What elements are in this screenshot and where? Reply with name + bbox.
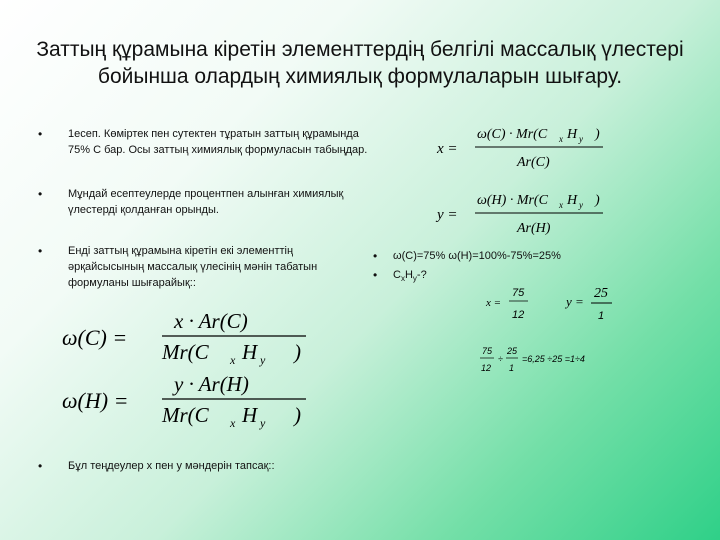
formula-x-expression [437, 116, 617, 176]
formula-x-value-lhs: x = [486, 297, 502, 309]
formula-x-lhs: x = [437, 141, 458, 157]
bullet-mass-fractions: • ω(С)=75% ω(Н)=100%-75%=25% [373, 248, 561, 264]
formula-y-value [566, 282, 626, 324]
formula-x-value-den: 12 [512, 309, 525, 321]
formula-y-denominator: Ar(H) [517, 221, 551, 236]
formula-wh-den-base: Mr(C [162, 403, 209, 427]
formula-x-num-close: ) [595, 127, 600, 142]
formula-y-value-num: 25 [594, 286, 608, 301]
formula-wc-den-sub-x: x [230, 353, 236, 367]
formula-wh-den-h: H [242, 403, 258, 427]
bullet-find-xy: • Бұл теңдеулер х пен у мәндерін тапсақ:: [38, 458, 368, 474]
formula-x-num-a: ω(C) · Mr(C [477, 127, 548, 142]
formula-x-denominator: Ar(C) [517, 155, 550, 170]
slide-title: Заттың құрамына кіретін элементтердің белгілі массалық үлестері бойынша олардың химиялық формулаларын шығару. [36, 38, 684, 88]
formula-y-num-h: H [567, 193, 578, 208]
formula-wc-lhs: ω(C) = [62, 325, 128, 350]
formula-wc-numerator: x · Ar(C) [174, 309, 248, 333]
formula-ratio-d2: 1 [509, 363, 515, 373]
formula-wc-den-base: Mr(C [162, 340, 209, 364]
formula-ratio-n2: 25 [507, 346, 518, 356]
formula-y-lhs: y = [437, 207, 458, 223]
formula-x-num-h: H [567, 127, 578, 142]
formula-wh-den-close: ) [294, 403, 301, 427]
formula-ratio-n1: 75 [482, 346, 493, 356]
bullet-problem-statement: • 1есеп. Көміртек пен сутектен тұратын заттың құрамында 75% С бар. Осы заттың химиялық формуласын табыңдар. [38, 126, 368, 158]
formula-y-num-sub-x: x [559, 200, 563, 210]
formula-y-value-den: 1 [598, 310, 605, 322]
formula-wh-den-sub-y: y [260, 416, 266, 430]
bullet-derive-formula: • Енді заттың құрамына кіретін екі элементтің әрқайсысының массалық үлесінің мәнін табатын формуланы шығарайық:: [38, 243, 368, 291]
formula-wc-den-close: ) [294, 340, 301, 364]
formula-x-num-sub-x: x [559, 134, 563, 144]
formula-ratio [480, 344, 630, 378]
bullet-unknown-formula: • $C_xH_y-$? [373, 267, 427, 287]
formula-y-value-lhs: y = [566, 294, 584, 309]
formula-x-value [486, 282, 546, 324]
formula-x-value-num: 75 [512, 287, 525, 299]
formula-wh-lhs: ω(H) = [62, 388, 129, 413]
bullet-percent-note: • Мұндай есептеулерде процентпен алынған химиялық үлестерді қолданған орынды. [38, 186, 368, 218]
formula-ratio-result: =6,25 ÷25 =1÷4 [522, 354, 585, 364]
formula-wh-den-sub-x: x [230, 416, 236, 430]
formula-mass-fraction-c [62, 307, 322, 367]
formula-wc-den-sub-y: y [260, 353, 266, 367]
formula-x-num-sub-y: y [579, 134, 583, 144]
formula-wh-numerator: y · Ar(H) [174, 372, 249, 396]
formula-y-num-a: ω(H) · Mr(C [477, 193, 548, 208]
formula-y-num-sub-y: y [579, 200, 583, 210]
formula-ratio-d1: 12 [481, 363, 492, 373]
formula-ratio-div: ÷ [498, 354, 503, 364]
formula-wc-den-h: H [242, 340, 258, 364]
formula-y-num-close: ) [595, 193, 600, 208]
formula-mass-fraction-h [62, 370, 322, 430]
formula-y-expression [437, 182, 617, 242]
